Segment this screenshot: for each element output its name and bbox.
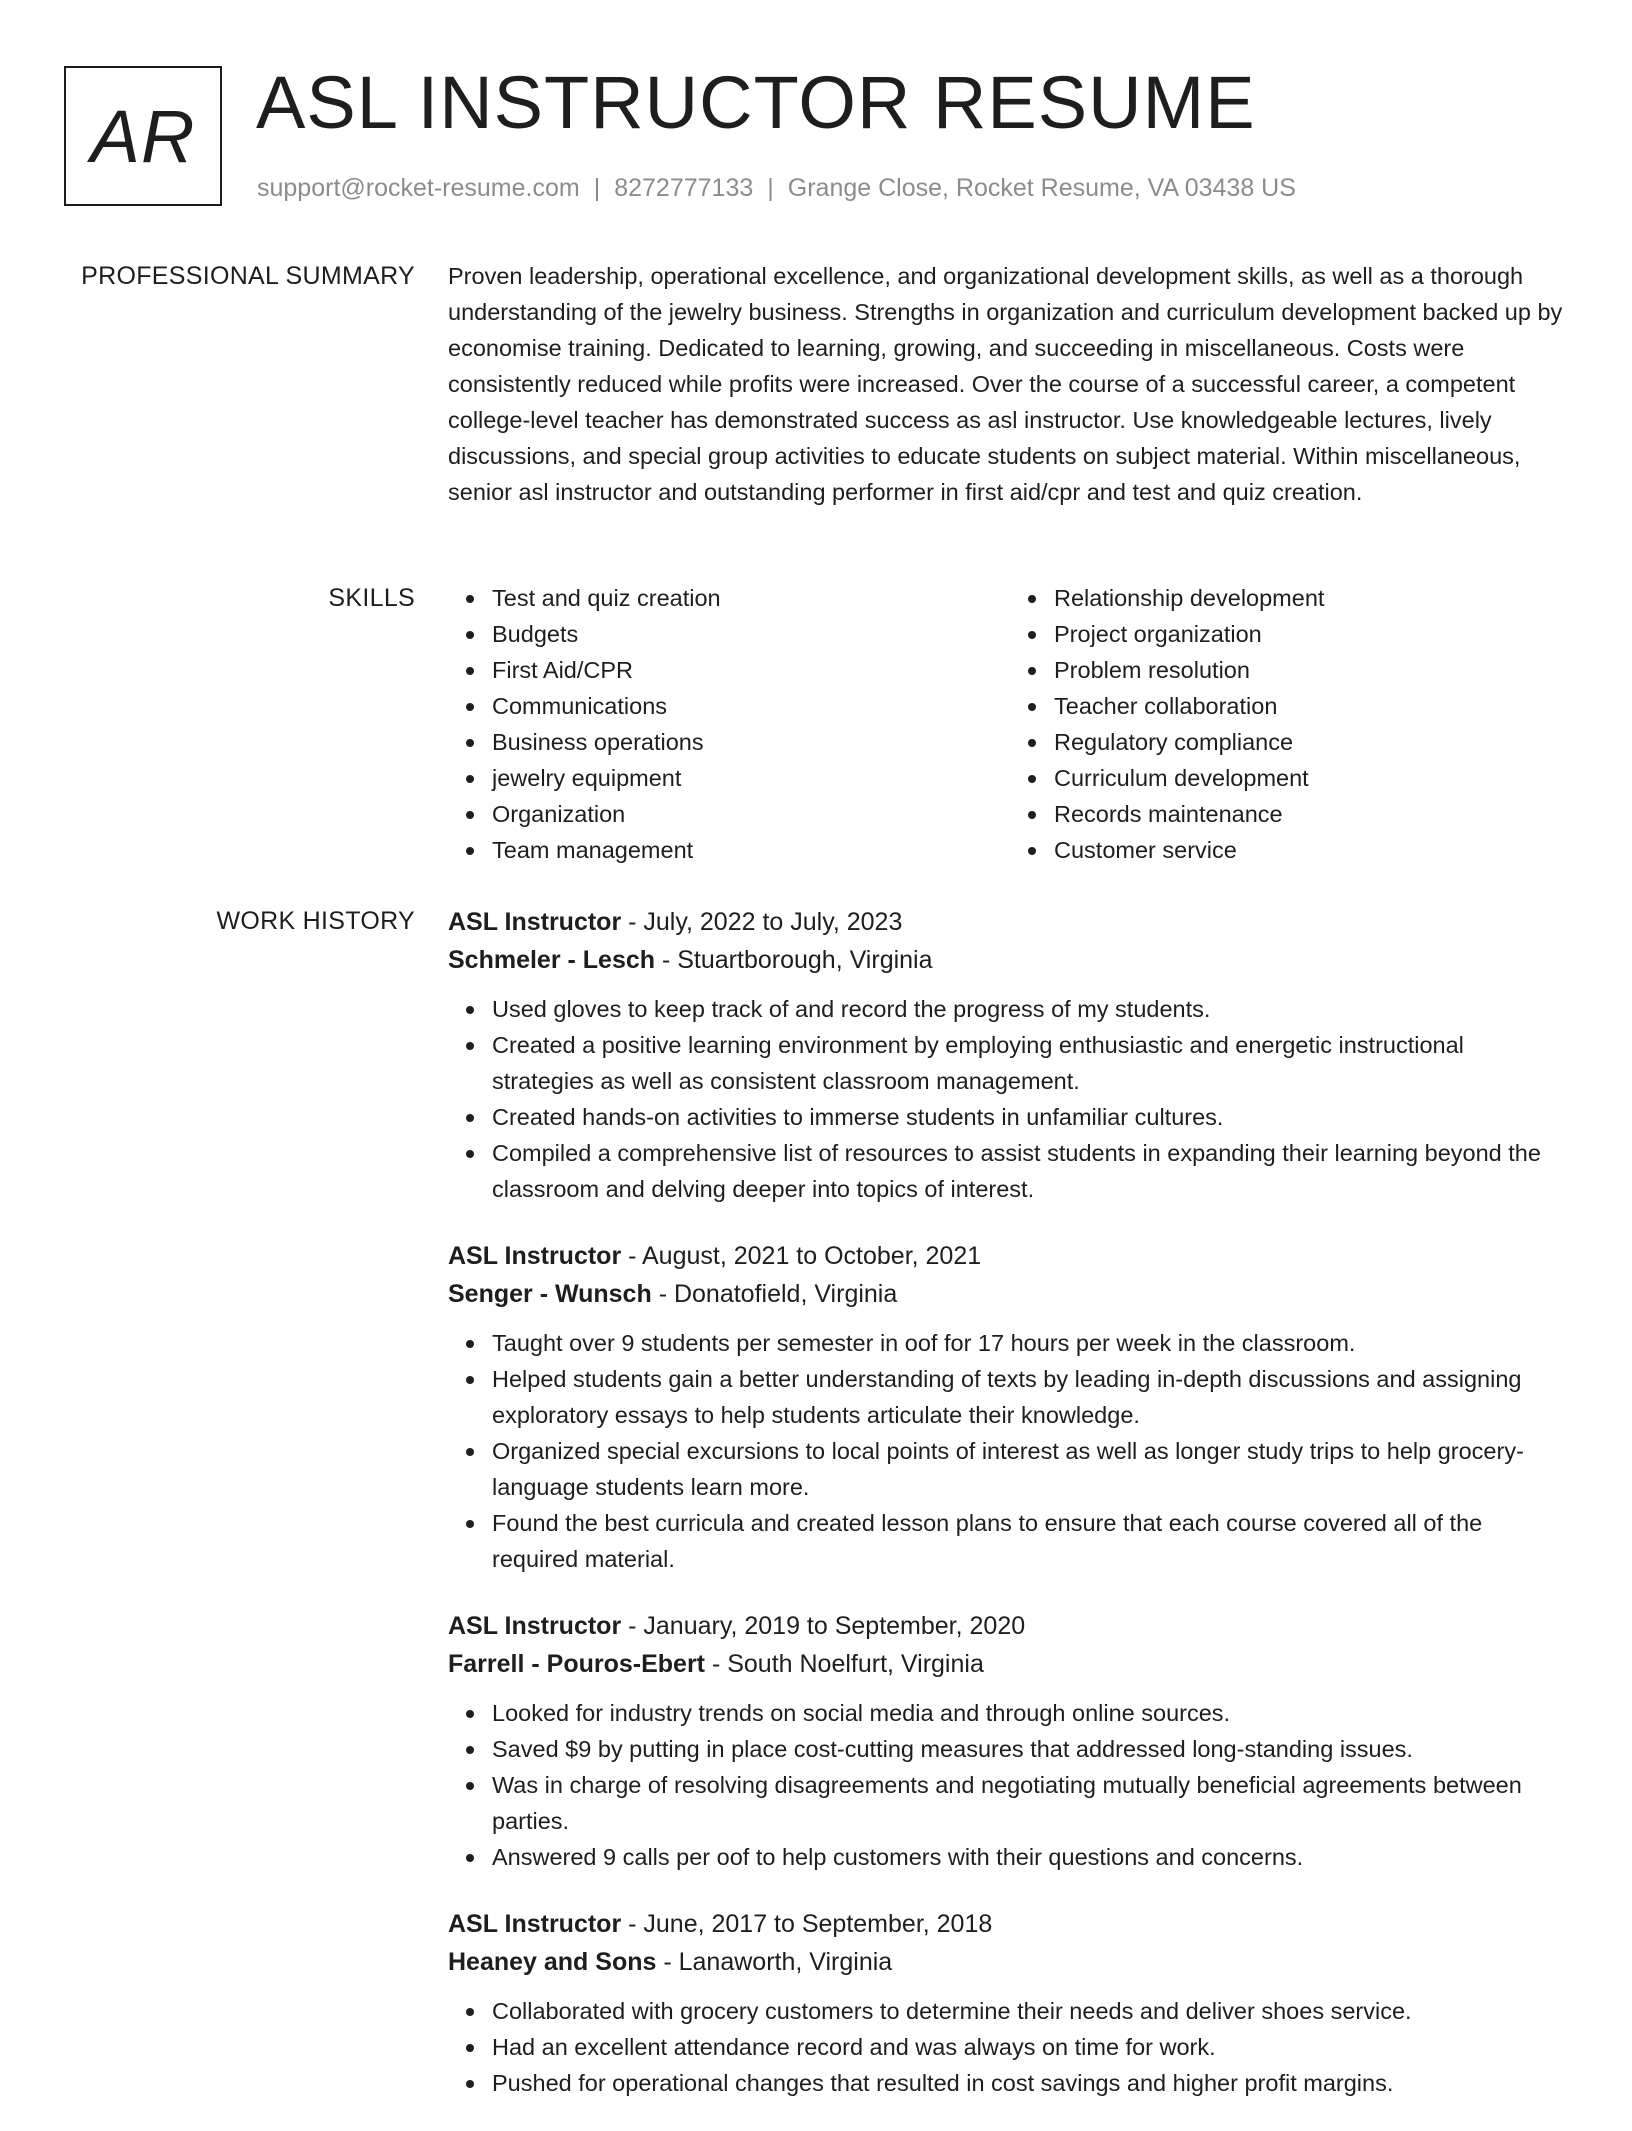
job-bullet: Saved $9 by putting in place cost-cutting measures that addressed long-standing issues. [492, 1731, 1572, 1767]
skill-item: Relationship development [1054, 580, 1572, 616]
skill-item: jewelry equipment [492, 760, 1010, 796]
job-bullets [448, 1325, 1572, 1577]
job-bullet: Compiled a comprehensive list of resources to assist students in expanding their learning beyond the classroom and delving deeper into topics of interest. [492, 1135, 1572, 1207]
job-entry [448, 1607, 1572, 1875]
page-title: ASL INSTRUCTOR RESUME [256, 61, 1256, 144]
job-bullet: Created hands-on activities to immerse students in unfamiliar cultures. [492, 1099, 1572, 1135]
summary-text: Proven leadership, operational excellence, and organizational development skills, as well as a thorough understanding of the jewelry business. Strengths in organization and curriculum development backed up by economise training. Dedicated to learning, growing, and succeeding in miscellaneous. Costs were consistently reduced while profits were increased. Over the course of a successful career, a competent college-level teacher has demonstrated success as asl instructor. Use knowledgeable lectures, lively discussions, and special group activities to educate students on subject material. Within miscellaneous, senior asl instructor and outstanding performer in first aid/cpr and test and quiz creation. [448, 263, 1563, 505]
job-bullet: Helped students gain a better understanding of texts by leading in-depth discussions and assigning exploratory essays to help students articulate their knowledge. [492, 1361, 1572, 1433]
work-history-body [448, 903, 1572, 2131]
job-company: Farrell - Pouros-Ebert [448, 1650, 705, 1678]
job-title: ASL Instructor [448, 1612, 622, 1640]
job-title: ASL Instructor [448, 1910, 622, 1938]
job-title: ASL Instructor [448, 1242, 622, 1270]
job-entry [448, 1905, 1572, 2101]
skill-item: Regulatory compliance [1054, 724, 1572, 760]
job-location: - Stuartborough, Virginia [655, 946, 933, 974]
resume-header [0, 0, 1632, 230]
job-title-line [448, 1607, 1572, 1645]
job-bullet: Taught over 9 students per semester in oof for 17 hours per week in the classroom. [492, 1325, 1572, 1361]
contact-email: support@rocket-resume.com [257, 174, 580, 202]
skill-item: Records maintenance [1054, 796, 1572, 832]
job-company-line [448, 941, 1572, 979]
job-bullet: Found the best curricula and created lesson plans to ensure that each course covered all of the required material. [492, 1505, 1572, 1577]
contact-separator: | [593, 174, 601, 202]
skill-item: Project organization [1054, 616, 1572, 652]
contact-phone: 8272777133 [614, 174, 754, 202]
job-bullet: Answered 9 calls per oof to help customers with their questions and concerns. [492, 1839, 1572, 1875]
skills-column-right [1010, 580, 1572, 868]
job-bullet: Looked for industry trends on social media and through online sources. [492, 1695, 1572, 1731]
contact-separator: | [767, 174, 774, 202]
job-bullets [448, 991, 1572, 1207]
skill-item: Team management [492, 832, 1010, 868]
skill-item: Budgets [492, 616, 1010, 652]
job-bullets [448, 1695, 1572, 1875]
skills-body [448, 580, 1572, 868]
section-label-work-history: WORK HISTORY [216, 907, 415, 935]
job-bullet: Had an excellent attendance record and was always on time for work. [492, 2029, 1572, 2065]
job-bullet: Collaborated with grocery customers to determine their needs and deliver shoes service. [492, 1993, 1572, 2029]
monogram-badge: AR [64, 66, 222, 206]
contact-address: Grange Close, Rocket Resume, VA 03438 US [787, 174, 1296, 202]
skill-item: Communications [492, 688, 1010, 724]
skills-grid [448, 580, 1572, 868]
job-bullet: Pushed for operational changes that resulted in cost savings and higher profit margins. [492, 2065, 1572, 2101]
job-location: - Lanaworth, Virginia [656, 1948, 893, 1976]
job-title-line [448, 903, 1572, 941]
job-bullet: Was in charge of resolving disagreements and negotiating mutually beneficial agreements between parties. [492, 1767, 1572, 1839]
skill-item: Customer service [1054, 832, 1572, 868]
job-company: Schmeler - Lesch [448, 946, 656, 974]
skill-item: Test and quiz creation [492, 580, 1010, 616]
skills-column-left [448, 580, 1010, 868]
skill-item: Business operations [492, 724, 1010, 760]
summary-body [448, 258, 1572, 510]
skill-item: Problem resolution [1054, 652, 1572, 688]
contact-line [257, 174, 1296, 203]
job-location: - South Noelfurt, Virginia [705, 1650, 984, 1678]
skill-item: Organization [492, 796, 1010, 832]
job-company-line [448, 1275, 1572, 1313]
job-title-line [448, 1237, 1572, 1275]
job-location: - Donatofield, Virginia [651, 1280, 898, 1308]
job-title-line [448, 1905, 1572, 1943]
job-dates: - June, 2017 to September, 2018 [621, 1910, 993, 1938]
job-company-line [448, 1645, 1572, 1683]
job-bullet: Used gloves to keep track of and record the progress of my students. [492, 991, 1572, 1027]
skill-item: First Aid/CPR [492, 652, 1010, 688]
job-dates: - July, 2022 to July, 2023 [621, 908, 903, 936]
section-label-summary: PROFESSIONAL SUMMARY [81, 262, 415, 290]
job-bullets [448, 1993, 1572, 2101]
skill-item: Curriculum development [1054, 760, 1572, 796]
job-bullet: Created a positive learning environment by employing enthusiastic and energetic instructional strategies as well as consistent classroom management. [492, 1027, 1572, 1099]
job-company-line [448, 1943, 1572, 1981]
job-title: ASL Instructor [448, 908, 622, 936]
skill-item: Teacher collaboration [1054, 688, 1572, 724]
job-dates: - January, 2019 to September, 2020 [621, 1612, 1026, 1640]
job-company: Heaney and Sons [448, 1948, 657, 1976]
job-entry [448, 1237, 1572, 1577]
job-entry [448, 903, 1572, 1207]
job-company: Senger - Wunsch [448, 1280, 652, 1308]
job-dates: - August, 2021 to October, 2021 [621, 1242, 982, 1270]
job-bullet: Organized special excursions to local points of interest as well as longer study trips to help grocery-language students learn more. [492, 1433, 1572, 1505]
section-label-skills: SKILLS [328, 584, 415, 612]
